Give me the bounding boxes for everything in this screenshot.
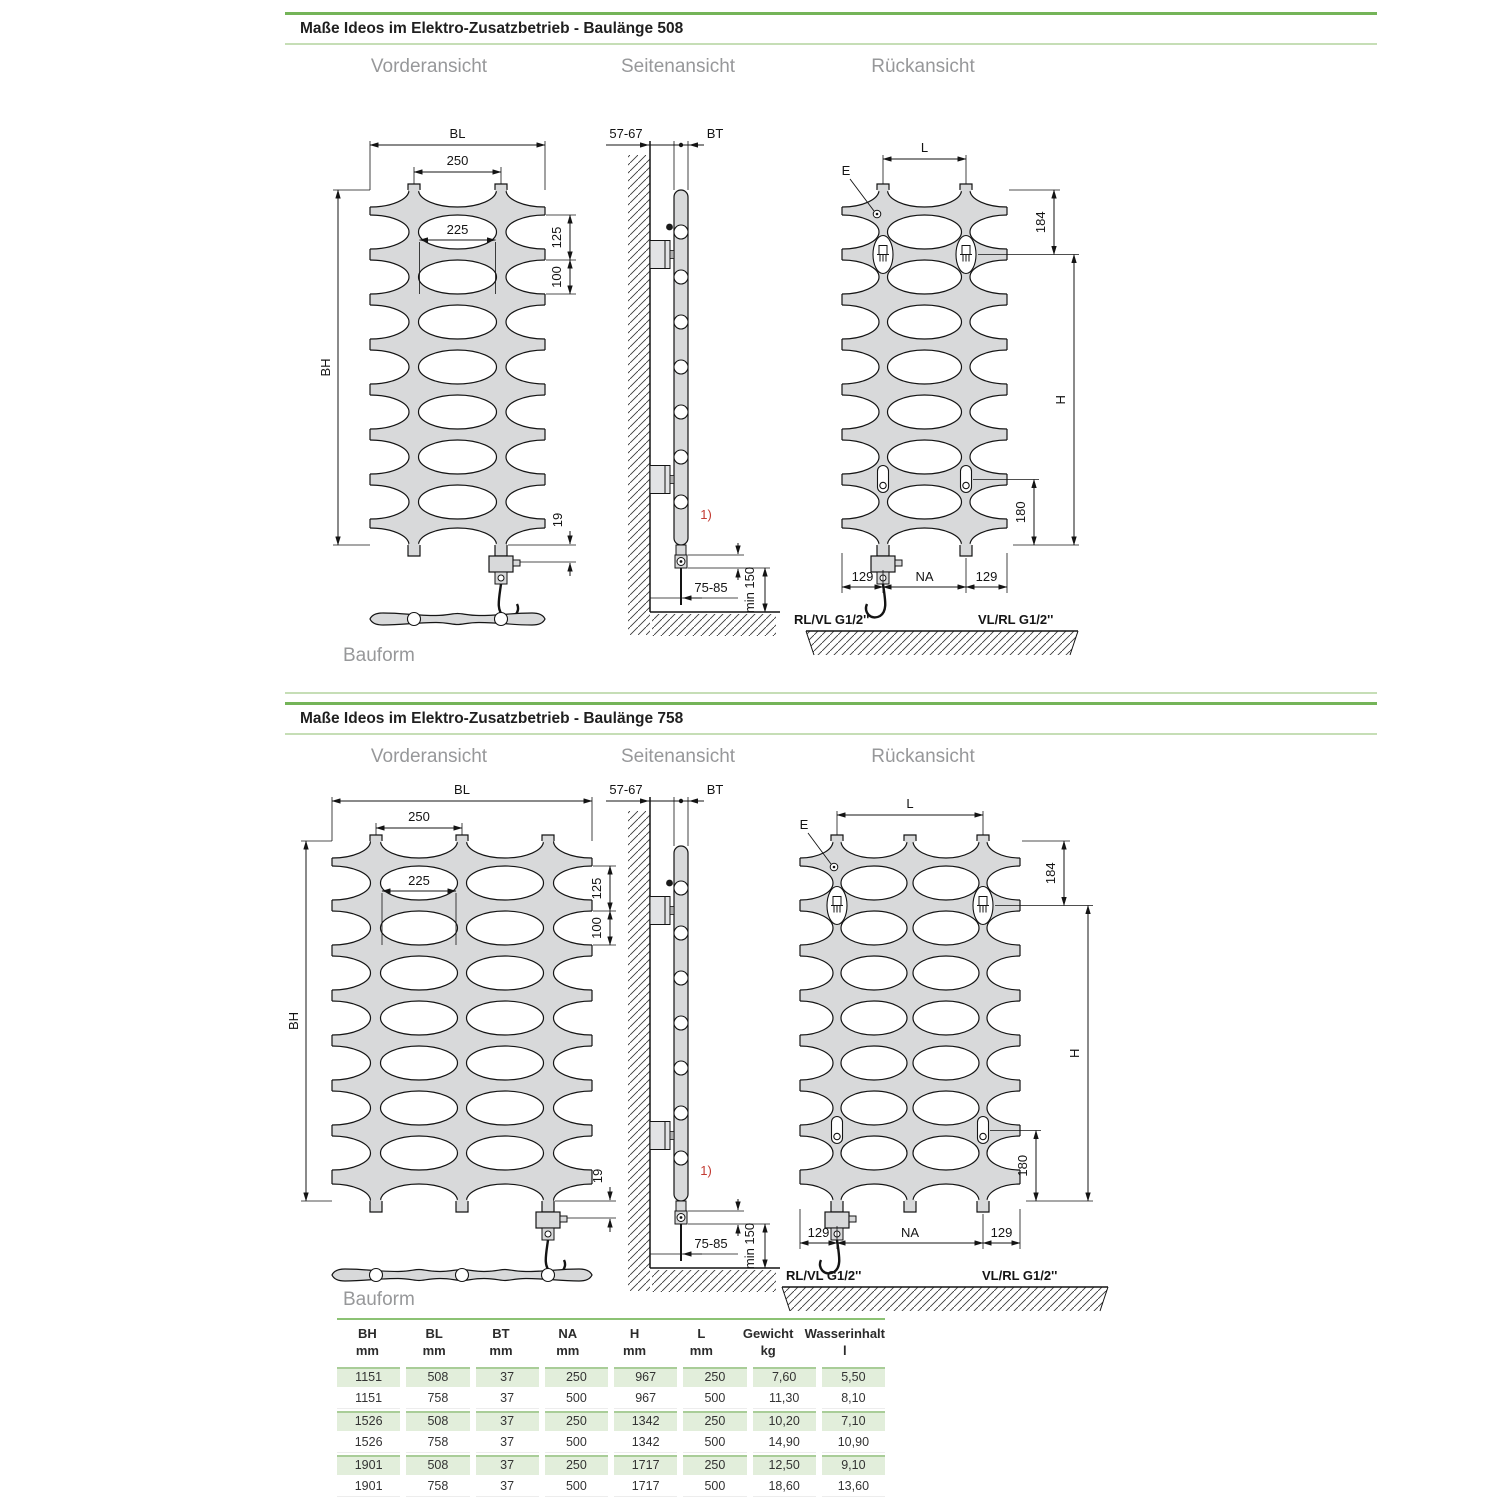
view-label-rear-1: Rückansicht (871, 56, 975, 77)
table-cell: 9,10 (822, 1455, 885, 1475)
header-unit: mm (623, 1342, 647, 1358)
vent-knob (666, 224, 673, 231)
path-shape (904, 1201, 916, 1212)
dim-label: BT (706, 782, 724, 797)
circle-shape (680, 560, 683, 563)
view-label-rear-2: Rückansicht (871, 746, 975, 767)
table-cell: 508 (406, 1411, 469, 1431)
rect-shape (670, 251, 674, 259)
circle-shape (674, 315, 688, 329)
oval-cutout (888, 485, 962, 519)
oval-cutout (419, 350, 497, 384)
header-label: NA (558, 1326, 578, 1341)
heating-element-tab (877, 545, 889, 556)
view-label-side-1: Seitenansicht (620, 56, 736, 77)
table-header-cell (738, 1326, 799, 1360)
dim-label: RL/VL G1/2'' (786, 1268, 862, 1283)
circle-shape (963, 482, 969, 488)
circle-shape (498, 575, 504, 581)
oval-cutout (419, 395, 497, 429)
header-unit: mm (689, 1342, 713, 1358)
table-cell: 508 (406, 1455, 469, 1475)
circle-shape (674, 450, 688, 464)
dim-label: 19 (550, 512, 565, 528)
table-header-cell (337, 1326, 398, 1360)
table-header-cell (471, 1326, 532, 1360)
circle-shape (679, 143, 683, 147)
path-shape (960, 545, 972, 556)
table-cell: 500 (683, 1389, 746, 1409)
header-label: BT (492, 1326, 510, 1341)
circle-shape (674, 1151, 688, 1165)
table-cell: 1901 (337, 1477, 400, 1497)
circle-shape (542, 1269, 555, 1282)
path-shape (408, 545, 420, 556)
circle-shape (679, 799, 683, 803)
dim-label: 250 (446, 153, 469, 168)
oval-cutout (419, 485, 497, 519)
view-label-side-2: Seitenansicht (620, 746, 736, 767)
circle-shape (674, 1016, 688, 1030)
circle-shape (980, 1133, 986, 1139)
path-shape (370, 1201, 382, 1212)
oval-cutout (419, 260, 497, 294)
table-cell: 1526 (337, 1411, 400, 1431)
section1-bottom-rule (285, 43, 1377, 45)
dim-label: 129 (807, 1225, 830, 1240)
section2-pre-rule (285, 692, 1377, 694)
heating-element-tab (495, 545, 507, 556)
header-label: Gewicht (742, 1326, 794, 1341)
dim-label: H (1067, 1048, 1082, 1058)
dim-label: 100 (589, 917, 604, 939)
view-label-front-1: Vorderansicht (370, 56, 488, 77)
dim-label: 75-85 (694, 580, 728, 595)
oval-cutout (841, 1046, 907, 1080)
floor-hatch (652, 614, 776, 636)
dim-label: 184 (1043, 862, 1058, 885)
table-cell: 14,90 (753, 1433, 816, 1453)
table-cell: 37 (476, 1455, 539, 1475)
circle-shape (876, 213, 879, 216)
rect-shape (670, 1132, 674, 1140)
table-cell: 967 (614, 1389, 677, 1409)
table-cell: 508 (406, 1367, 469, 1387)
table-body (337, 1367, 885, 1497)
oval-cutout (381, 911, 458, 945)
rear-view-drawing-758 (770, 771, 1120, 1316)
dim-label: 225 (408, 873, 430, 888)
table-row (337, 1433, 885, 1453)
dim-label: L (906, 796, 914, 811)
table-cell: 1151 (337, 1367, 400, 1387)
oval-cutout (888, 395, 962, 429)
header-label: BL (425, 1326, 443, 1341)
oval-cutout (381, 1091, 458, 1125)
wall-bracket (650, 897, 670, 925)
header-unit: mm (355, 1342, 379, 1358)
oval-cutout (913, 1046, 979, 1080)
circle-shape (674, 405, 688, 419)
circle-shape (674, 225, 688, 239)
circle-shape (674, 1061, 688, 1075)
circle-shape (370, 1269, 383, 1282)
path-shape (456, 1201, 468, 1212)
circle-shape (680, 1216, 683, 1219)
dim-label: 1) (700, 507, 712, 522)
rect-shape (513, 560, 520, 566)
circle-shape (674, 270, 688, 284)
oval-cutout (381, 1046, 458, 1080)
dim-label: 57-67 (609, 126, 643, 141)
dim-label: 75-85 (694, 1236, 728, 1251)
oval-cutout (467, 866, 544, 900)
dim-label: H (1053, 395, 1068, 405)
bauform-profile (370, 613, 545, 625)
dim-label: RL/VL G1/2'' (794, 612, 870, 627)
heating-element-body (536, 1212, 560, 1228)
table-cell: 758 (406, 1477, 469, 1497)
table-cell: 1342 (614, 1411, 677, 1431)
dim-label: BH (318, 358, 333, 377)
table-header-cell (805, 1326, 885, 1360)
heating-element-body (489, 556, 513, 572)
rect-shape (670, 907, 674, 915)
header-label: H (629, 1326, 640, 1341)
table-cell: 250 (545, 1455, 608, 1475)
dim-label: 180 (1015, 1154, 1030, 1177)
table-cell: 18,60 (753, 1477, 816, 1497)
circle-shape (495, 613, 508, 626)
view-label-front-2: Vorderansicht (370, 746, 488, 767)
table-header-cell (404, 1326, 465, 1360)
circle-shape (674, 926, 688, 940)
oval-cutout (419, 440, 497, 474)
oval-cutout (913, 1091, 979, 1125)
oval-cutout (381, 956, 458, 990)
oval-cutout (467, 1001, 544, 1035)
oval-cutout (913, 866, 979, 900)
table-cell: 37 (476, 1411, 539, 1431)
bauform-label-2: Bauform (343, 1289, 415, 1310)
oval-cutout (467, 911, 544, 945)
table-cell: 10,20 (753, 1411, 816, 1431)
header-label: Wasserinhalt (804, 1326, 885, 1341)
dim-label: VL/RL G1/2'' (982, 1268, 1058, 1283)
table-cell: 8,10 (822, 1389, 885, 1409)
dim-label: E (841, 163, 851, 178)
oval-cutout (888, 260, 962, 294)
circle-shape (833, 866, 836, 869)
table-cell: 1342 (614, 1433, 677, 1453)
table-header-cell (604, 1326, 665, 1360)
dim-label: min 150 (742, 566, 757, 614)
dim-label: BL (454, 782, 470, 797)
table-cell: 11,30 (753, 1389, 816, 1409)
dim-label: VL/RL G1/2'' (978, 612, 1054, 627)
oval-cutout (467, 956, 544, 990)
dim-label: 184 (1033, 211, 1048, 234)
circle-shape (674, 1106, 688, 1120)
dim-label: NA (915, 569, 934, 584)
table-header-cell (537, 1326, 598, 1360)
circle-shape (456, 1269, 469, 1282)
table-cell: 7,60 (753, 1367, 816, 1387)
table-cell: 7,10 (822, 1411, 885, 1431)
oval-cutout (888, 305, 962, 339)
oval-cutout (841, 1091, 907, 1125)
wall-bracket (650, 466, 670, 494)
dim-label: BT (706, 126, 724, 141)
table-cell: 13,60 (822, 1477, 885, 1497)
header-label: BH (358, 1326, 377, 1341)
rect-shape (670, 476, 674, 484)
element-side (676, 545, 686, 555)
table-cell: 250 (683, 1455, 746, 1475)
table-cell: 250 (683, 1411, 746, 1431)
path-shape (977, 1201, 989, 1212)
dim-label: L (920, 140, 929, 155)
dim-label: 225 (446, 222, 469, 237)
dim-label: 129 (975, 569, 998, 584)
oval-cutout (841, 911, 907, 945)
circle-shape (880, 482, 886, 488)
rect-shape (895, 560, 902, 566)
circle-shape (674, 971, 688, 985)
header-unit: kg (760, 1342, 776, 1358)
radiator-body (332, 841, 592, 1201)
bauform-label-1: Bauform (343, 645, 415, 666)
vent-knob (666, 880, 673, 887)
oval-cutout (419, 305, 497, 339)
dim-label: 1) (700, 1163, 712, 1178)
table-row (337, 1455, 885, 1475)
dim-label: 57-67 (609, 782, 643, 797)
table-cell: 1901 (337, 1455, 400, 1475)
circle-shape (834, 1133, 840, 1139)
dim-label: 19 (590, 1168, 605, 1184)
section2-title: Maße Ideos im Elektro-Zusatzbetrieb - Baulänge 758 (300, 710, 684, 727)
table-header-row (337, 1326, 885, 1360)
circle-shape (545, 1231, 551, 1237)
oval-cutout (841, 1001, 907, 1035)
floor-hatch (652, 1270, 776, 1292)
table-cell: 250 (545, 1411, 608, 1431)
oval-cutout (381, 1001, 458, 1035)
oval-cutout (913, 1001, 979, 1035)
oval-cutout (913, 911, 979, 945)
dim-label: BH (286, 1011, 301, 1031)
section1-title: Maße Ideos im Elektro-Zusatzbetrieb - Baulänge 508 (300, 20, 684, 37)
oval-cutout (381, 1136, 458, 1170)
oval-cutout (913, 1136, 979, 1170)
table-cell: 37 (476, 1433, 539, 1453)
wall-bracket (650, 241, 670, 269)
heating-element-body (871, 556, 895, 572)
oval-cutout (888, 440, 962, 474)
header-unit: mm (556, 1342, 580, 1358)
table-row (337, 1367, 885, 1387)
front-view-drawing-508 (308, 115, 598, 660)
table-row (337, 1389, 885, 1409)
rect-shape (560, 1216, 567, 1222)
table-cell: 758 (406, 1389, 469, 1409)
side-view-drawing-508 (598, 115, 788, 660)
circle-shape (674, 881, 688, 895)
table-cell: 37 (476, 1389, 539, 1409)
section1-top-rule (285, 12, 1377, 15)
header-unit: l (842, 1342, 847, 1358)
rear-view-drawing-508 (782, 115, 1092, 660)
table-cell: 37 (476, 1367, 539, 1387)
table-cell: 37 (476, 1477, 539, 1497)
section2-bottom-rule (285, 733, 1377, 735)
dim-label: min 150 (742, 1222, 757, 1270)
dimension-table (337, 1318, 885, 1500)
table-cell: 5,50 (822, 1367, 885, 1387)
table-cell: 1526 (337, 1433, 400, 1453)
heating-element-tab (831, 1201, 843, 1212)
oval-cutout (888, 350, 962, 384)
floor-hatch (806, 631, 1078, 655)
table-cell: 500 (545, 1389, 608, 1409)
oval-cutout (467, 1136, 544, 1170)
table-cell: 1717 (614, 1455, 677, 1475)
dim-label: E (799, 817, 809, 832)
front-view-drawing-758 (288, 771, 628, 1316)
dim-label: 125 (549, 226, 564, 249)
oval-cutout (467, 1091, 544, 1125)
heating-element-tab (542, 1201, 554, 1212)
dim-label: BL (449, 126, 466, 141)
table-header-cell (671, 1326, 732, 1360)
wall-hatch (628, 811, 650, 1291)
element-side (676, 1201, 686, 1211)
table-cell: 500 (683, 1477, 746, 1497)
table-cell: 10,90 (822, 1433, 885, 1453)
oval-cutout (841, 956, 907, 990)
table-row (337, 1411, 885, 1431)
table-cell: 758 (406, 1433, 469, 1453)
table-cell: 12,50 (753, 1455, 816, 1475)
table-cell: 1151 (337, 1389, 400, 1409)
table-cell: 250 (545, 1367, 608, 1387)
circle-shape (408, 613, 421, 626)
dim-label: 250 (408, 809, 430, 824)
dim-label: 129 (851, 569, 874, 584)
table-row (337, 1477, 885, 1497)
dim-label: 180 (1013, 501, 1028, 524)
header-unit: mm (422, 1342, 446, 1358)
dim-label: 100 (549, 266, 564, 288)
oval-cutout (467, 1046, 544, 1080)
side-view-drawing-758 (598, 771, 788, 1316)
table-cell: 500 (545, 1477, 608, 1497)
rect-shape (849, 1216, 856, 1222)
circle-shape (674, 495, 688, 509)
oval-cutout (913, 956, 979, 990)
table-cell: 967 (614, 1367, 677, 1387)
header-label: L (697, 1326, 706, 1341)
table-cell: 1717 (614, 1477, 677, 1497)
floor-hatch (782, 1287, 1108, 1311)
dim-label: 125 (589, 877, 604, 900)
dim-label: NA (900, 1225, 920, 1240)
table-cell: 500 (683, 1433, 746, 1453)
oval-cutout (841, 1136, 907, 1170)
circle-shape (674, 360, 688, 374)
oval-cutout (841, 866, 907, 900)
table-cell: 250 (683, 1367, 746, 1387)
wall-bracket (650, 1122, 670, 1150)
dim-label: 129 (990, 1225, 1013, 1240)
header-unit: mm (489, 1342, 513, 1358)
table-cell: 500 (545, 1433, 608, 1453)
section2-top-rule (285, 702, 1377, 705)
wall-hatch (628, 155, 650, 635)
oval-cutout (888, 215, 962, 249)
